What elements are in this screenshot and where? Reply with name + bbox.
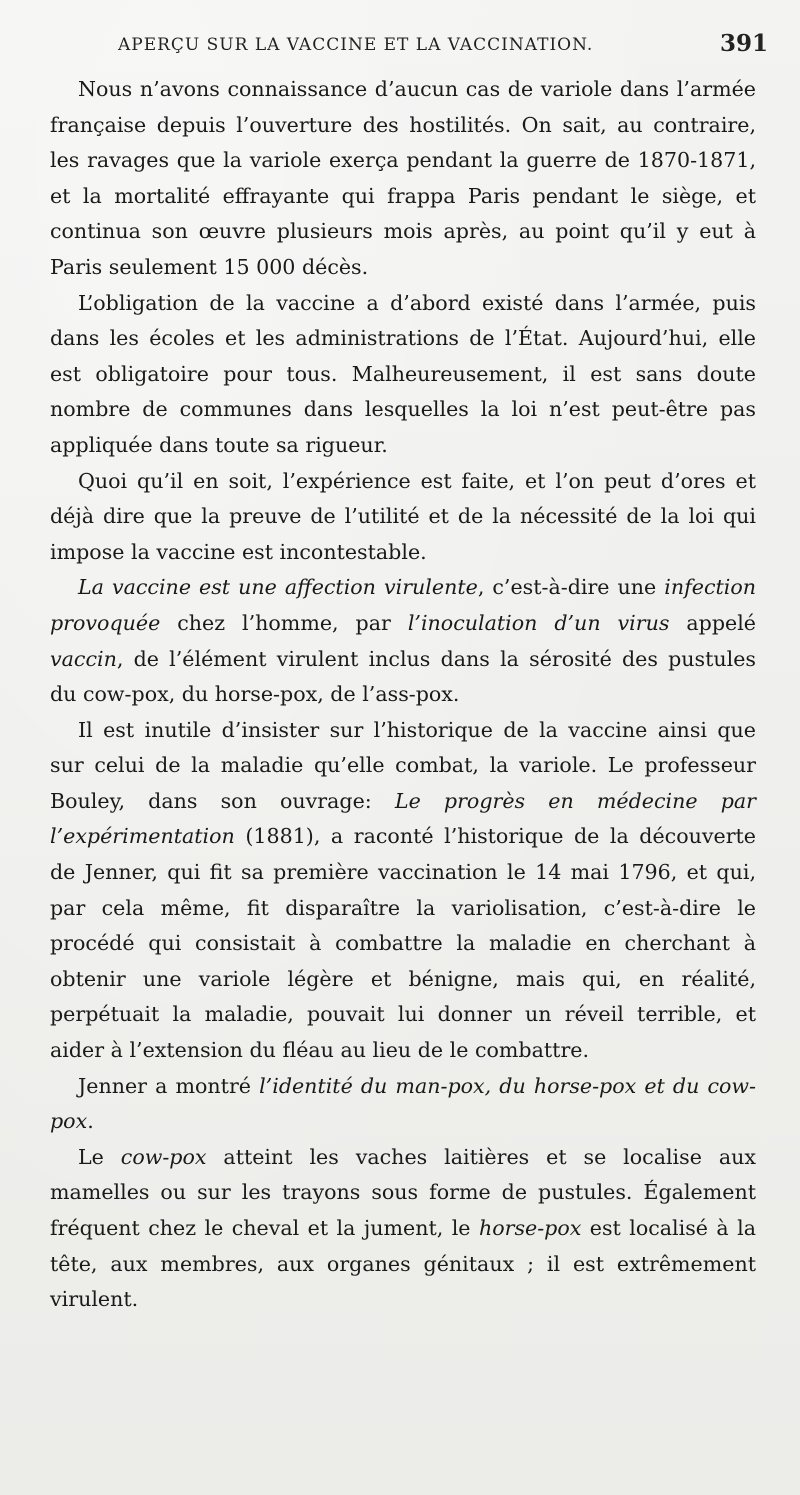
italic-run: horse-pox bbox=[478, 1216, 582, 1240]
paragraph-3: Quoi qu’il en soit, l’expérience est faite, et l’on peut d’ores et déjà dire que la preuve de l’utilité et de la nécessité de la loi qui impose la vaccine est incontestable. bbox=[50, 468, 756, 564]
running-head-title: APERÇU SUR LA VACCINE ET LA VACCINATION. bbox=[118, 35, 594, 55]
text-run: chez l’homme, par bbox=[160, 610, 408, 635]
italic-run: La vaccine est une affection virulente bbox=[78, 575, 478, 600]
text-run: . bbox=[87, 1109, 94, 1134]
paragraph-4 bbox=[50, 570, 756, 712]
paragraph-7 bbox=[50, 1140, 756, 1318]
body-text bbox=[50, 72, 756, 1318]
paragraph-2: L’obligation de la vaccine a d’abord existé dans l’armée, puis dans les écoles et les administrations de l’État. Aujourd’hui, elle est obligatoire pour tous. Malheureusement, il est sans doute nombre de communes dans lesquelles la loi n’est peut-être pas appliquée dans toute sa rigueur. bbox=[50, 290, 756, 457]
italic-run: l’identité du man-pox, du horse-pox et du cow-pox bbox=[50, 1073, 756, 1134]
italic-run: Le progrès en médecine par l’expérimentation bbox=[50, 788, 756, 849]
text-run: Il est inutile d’insister sur l’historique de la vaccine ainsi que sur celui de la maladie qu’elle combat, la variole. Le professeur Bouley, dans son ouvrage: bbox=[50, 717, 756, 813]
text-run: Jenner a montré bbox=[78, 1073, 260, 1098]
text-run: , de l’élément virulent inclus dans la sérosité des pustules du cow-pox, du horse-pox, de l’ass-pox. bbox=[50, 646, 756, 707]
italic-run: infection provoquée bbox=[50, 575, 756, 635]
paragraph-6 bbox=[50, 1069, 756, 1140]
italic-run: l’inoculation d’un virus bbox=[407, 610, 670, 635]
italic-run: vaccin bbox=[50, 646, 117, 671]
italic-run: cow-pox bbox=[120, 1144, 207, 1169]
paragraph-1: Nous n’avons connaissance d’aucun cas de variole dans l’armée française depuis l’ouverture des hostilités. On sait, au contraire, les ravages que la variole exerça pendant la guerre de 1870-1871, et la mortalité effrayante qui frappa Paris pendant le siège, et continua son œuvre plusieurs mois après, au point qu’il y eut à Paris seulement 15 000 décès. bbox=[50, 77, 756, 279]
text-run: atteint les vaches laitières et se localise aux mamelles ou sur les trayons sous forme de pustules. Également fréquent chez le cheval et la jument, le bbox=[50, 1144, 756, 1240]
text-run: , c’est-à-dire une bbox=[477, 575, 665, 600]
running-head bbox=[118, 30, 768, 57]
text-run: appelé bbox=[669, 610, 756, 635]
text-run: (1881), a raconté l’historique de la découverte de Jenner, qui fit sa première vaccination le 14 mai 1796, et qui, par cela même, fit disparaître la variolisation, c’est-à-dire le procédé qui consistait à combattre la maladie en cherchant à obtenir une variole légère et bénigne, mais qui, en réalité, perpétuait la maladie, pouvait lui donner un réveil terrible, et aider à l’extension du fléau au lieu de le combattre. bbox=[50, 824, 756, 1063]
page-number: 391 bbox=[719, 30, 768, 57]
paragraph-5 bbox=[50, 713, 756, 1069]
text-run: est localisé à la tête, aux membres, aux organes génitaux ; il est extrêmement virulent. bbox=[50, 1216, 756, 1312]
text-run: Le bbox=[78, 1144, 121, 1169]
